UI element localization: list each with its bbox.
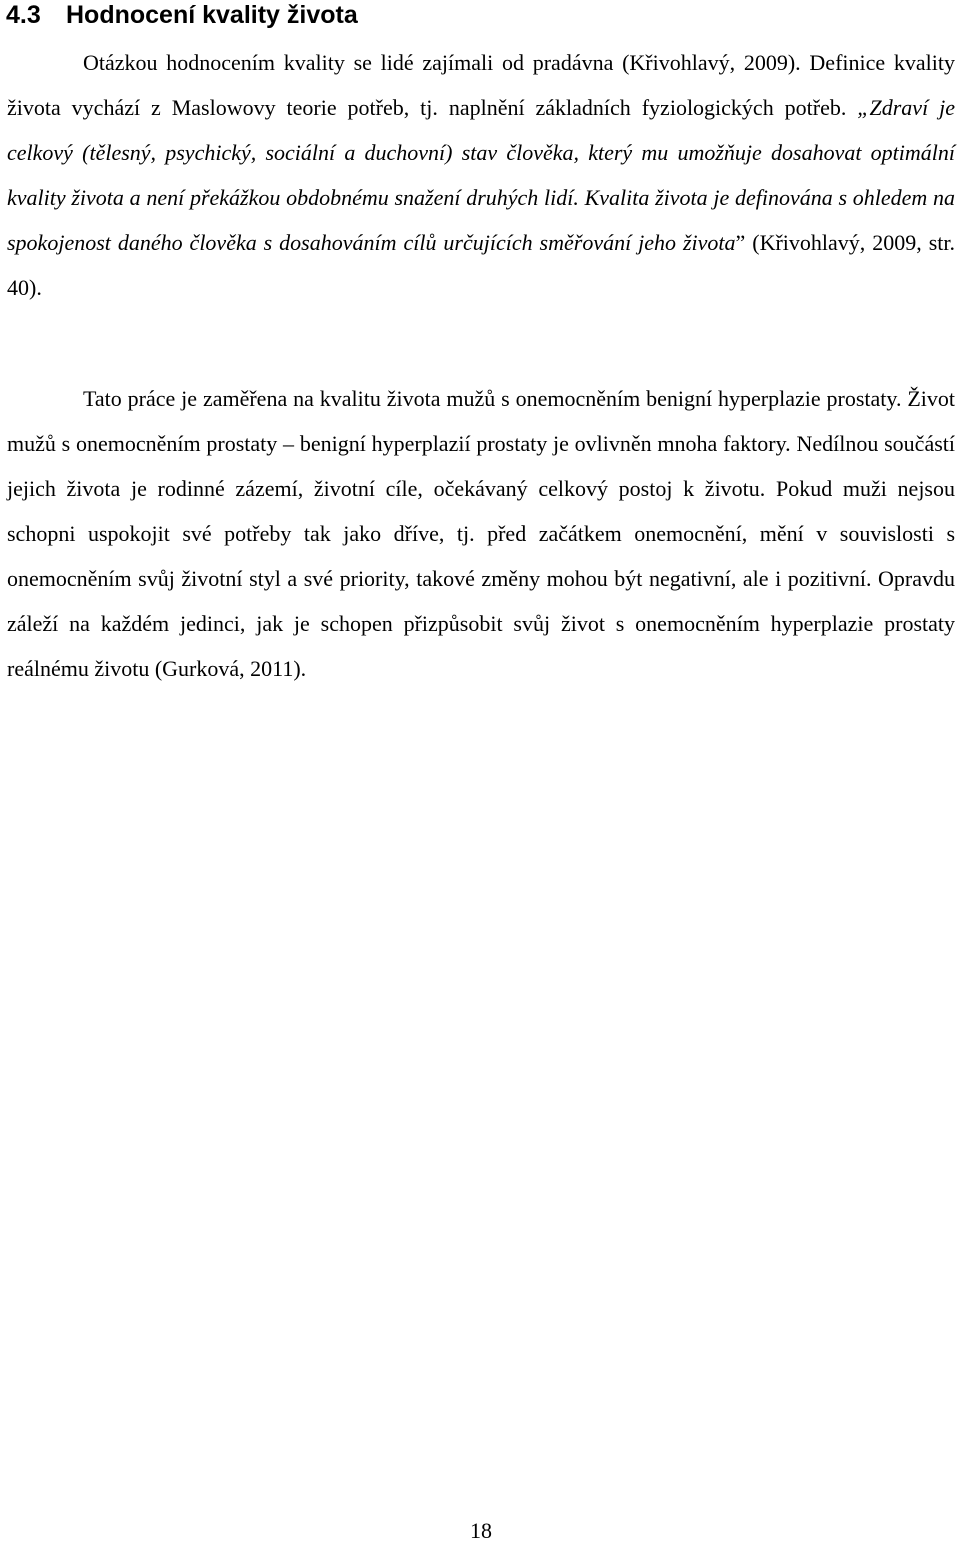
paragraph-intro-text: Otázkou hodnocením kvality se lidé zajímali od pradávna (Křivohlavý, 2009). Definice kvality života vychází z Maslowovy teorie potřeb, tj. naplnění základních fyziologických potřeb. [7,50,955,120]
page-number: 18 [470,1518,492,1543]
paragraph-study-focus [7,376,955,691]
paragraph-body-text: Tato práce je zaměřena na kvalitu života mužů s onemocněním benigní hyperplazie prostaty. Život mužů s onemocněním prostaty – benigní hyperplazií prostaty je ovlivněn mnoha faktory. Nedílnou součástí jejich života je rodinné zázemí, životní cíle, očekávaný celkový postoj k životu. Pokud muži nejsou schopni uspokojit své potřeby tak jako dříve, tj. před začátkem onemocnění, mění v souvislosti s onemocněním svůj životní styl a své priority, takové změny mohou být negativní, ale i pozitivní. Opravdu záleží na každém jedinci, jak je schopen přizpůsobit svůj život s onemocněním hyperplazie prostaty reálnému životu (Gurková, 2011). [7,386,955,681]
paragraph-quality-of-life-definition [7,40,955,310]
italic-quote: „Zdraví je celkový (tělesný, psychický, sociální a duchovní) stav člověka, který mu umožňuje dosahovat optimální kvality života a není překážkou obdobnému snažení druhých lidí. Kvalita života je definována s ohledem na spokojenost daného člověka s dosahováním cílů určujících směřování jeho života [7,95,955,255]
section-heading [6,0,358,30]
quote-citation: ” (Křivohlavý, 2009, str. 40). [7,230,955,300]
section-title: Hodnocení kvality života [66,1,358,29]
section-number: 4.3 [6,1,41,29]
